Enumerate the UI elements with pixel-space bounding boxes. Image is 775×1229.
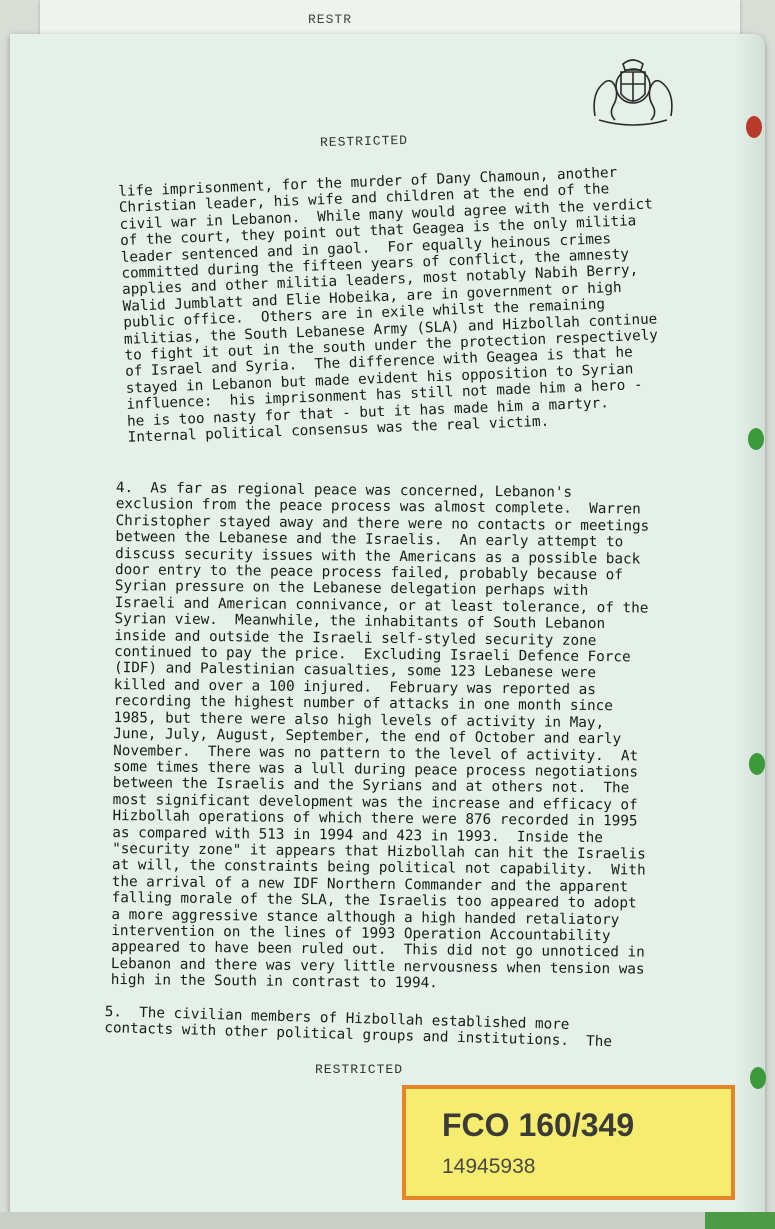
archive-item-number: 14945938 (442, 1155, 536, 1178)
classification-header: RESTRICTED (319, 132, 409, 151)
paragraph-3-continued: life imprisonment, for the murder of Dany Chamoun, another Christian leader, his wife and children at the end of the civil war in Lebanon. While many would agree with the verdict of the court, they point out that Geagea is the only militia leader sentenced and in gaol. For equally heinous crimes committed during the fifteen years of conflict, the amnesty applies and other militia leaders, most notably Nabih Berry, Walid Jumblatt and Elie Hobeika, are in government or high public office. Others are in exile whilst the remaining militias, the South Lebanese Army (SLA) and Hizbollah continue to fight it out in the south under the protection respectively of Israel and Syria. The difference with Geagea is that he stayed in Lebanon but made evident his opposition to Syrian influence: his imprisonment has still not made him a hero - he is too nasty for that - but it has made him a martyr. Internal political consensus was the real victim. (118, 164, 659, 446)
red-index-tab (746, 116, 762, 138)
document-page (10, 34, 765, 1214)
green-index-tab (750, 1067, 766, 1089)
royal-coat-of-arms-icon (585, 56, 681, 132)
archive-reference-label (402, 1085, 735, 1200)
green-index-tab (748, 428, 764, 450)
classification-footer: RESTRICTED (315, 1062, 404, 1077)
paragraph-4: 4. As far as regional peace was concerned, Lebanon's exclusion from the peace process was almost complete. Warren Christopher stayed away and there were no contacts or meetings between the Lebanese and the Israelis. An early attempt to discuss security issues with the Americans as a possible back door entry to the peace process failed, probably because of Syrian pressure on the Lebanese delegation perhaps with Israeli and American connivance, or at least tolerance, of the Syrian view. Meanwhile, the inhabitants of South Lebanon inside and outside the Israeli self-styled security zone continued to pay the price. Excluding Israeli Defence Force (IDF) and Palestinian casualties, some 123 Lebanese were killed and over a 100 injured. February was reported as recording the highest number of attacks in one month since 1985, but there were also high levels of activity in May, June, July, August, September, the end of October and early November. There was no pattern to the level of activity. At some times there was a lull during peace process negotiations between the Israelis and the Syrians and at others not. The most significant development was the increase and efficacy of Hizbollah operations of which there were 876 recorded in 1995 as compared with 513 in 1994 and 423 in 1993. Inside the "security zone" it appears that Hizbollah can hit the Israelis at will, the constraints being political not capability. With the arrival of a new IDF Northern Commander and the apparent falling morale of the SLA, the Israelis too appeared to adopt a more aggressive stance although a high handed retaliatory intervention on the lines of 1993 Operation Accountability appeared to have been ruled out. This did not go unnoticed in Lebanon and there was very little nervousness when tension was high in the South in contrast to 1994. (110, 480, 650, 992)
desk-surface (0, 1212, 775, 1229)
archive-reference: FCO 160/349 (442, 1107, 635, 1143)
green-index-tab (749, 753, 765, 775)
paragraph-5: 5. The civilian members of Hizbollah established more contacts with other political groups and institutions. The (104, 1004, 613, 1051)
green-folder-edge (705, 1212, 775, 1229)
underlying-page-header: RESTR (308, 12, 353, 27)
